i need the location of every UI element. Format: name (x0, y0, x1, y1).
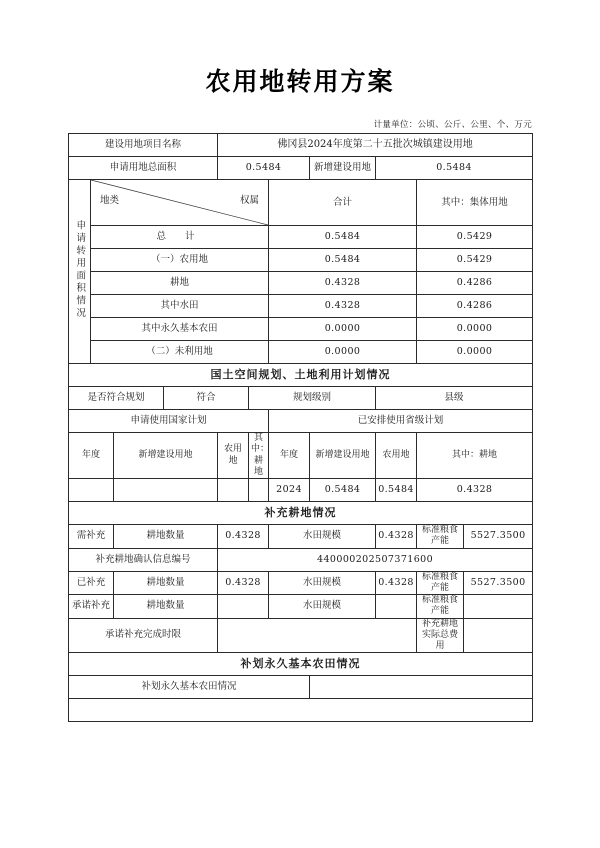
national-plan-label: 申请使用国家计划 (69, 410, 269, 433)
page-title: 农用地转用方案 (205, 67, 395, 96)
total-area-row (69, 157, 533, 180)
plan-value-newland-provincial[interactable]: 0.5484 (310, 479, 376, 502)
basic-farmland-value[interactable] (310, 676, 533, 699)
new-construction-label: 新增建设用地 (310, 157, 376, 180)
row-collective-value[interactable]: 0.5429 (417, 249, 533, 272)
plan-value-cultivated-national[interactable] (249, 479, 269, 502)
row-total-value[interactable]: 0.5484 (269, 249, 417, 272)
grain-capacity-label: 标准粮食产能 (417, 525, 464, 549)
plan-value-agri-national[interactable] (218, 479, 249, 502)
row-collective-value[interactable]: 0.4286 (417, 295, 533, 318)
basic-farmland-header-row (69, 653, 533, 676)
row-label: （一）农用地 (91, 249, 269, 272)
transfer-vertical-text: 申请转用面积情况 (74, 219, 86, 320)
plan-col-header-newland-national: 新增建设用地 (114, 433, 218, 479)
total-area-label: 申请用地总面积 (69, 157, 218, 180)
landtype-label: 地类 (100, 195, 120, 206)
transfer-row-agricultural (69, 249, 533, 272)
need-farmland-qty-value[interactable]: 0.4328 (218, 525, 269, 549)
plan-value-cultivated-provincial[interactable]: 0.4328 (417, 479, 533, 502)
ownership-label: 权属 (240, 195, 260, 206)
need-grain-capacity-value[interactable]: 5527.3500 (464, 525, 533, 549)
land-conversion-form (68, 133, 533, 722)
row-total-value[interactable]: 0.5484 (269, 226, 417, 249)
supplement-need-row (69, 525, 533, 549)
landtype-ownership-diagonal-cell (91, 180, 269, 226)
basic-farmland-row (69, 676, 533, 699)
plan-col-header-agri-national: 农用地 (218, 433, 249, 479)
promise-grain-capacity-value[interactable] (464, 595, 533, 619)
actual-cost-label: 补充耕地实际总费用 (417, 618, 464, 653)
planning-conformity-row (69, 387, 533, 410)
collective-column-header: 其中：集体用地 (417, 180, 533, 226)
supplement-deadline-row (69, 618, 533, 653)
farmland-qty-label: 耕地数量 (114, 571, 218, 595)
transfer-row-cultivated (69, 272, 533, 295)
plan-value-agri-provincial[interactable]: 0.5484 (376, 479, 417, 502)
plan-value-newland-national[interactable] (114, 479, 218, 502)
plan-columns-header-row (69, 433, 533, 479)
row-total-value[interactable]: 0.4328 (269, 295, 417, 318)
project-name-value[interactable]: 佛冈县2024年度第二十五批次城镇建设用地 (218, 134, 533, 157)
supplement-done-row (69, 571, 533, 595)
promise-supplement-label: 承诺补充 (69, 595, 114, 619)
paddy-scale-label: 水田规模 (269, 595, 376, 619)
total-area-value[interactable]: 0.5484 (218, 157, 310, 180)
row-label: 其中水田 (91, 295, 269, 318)
done-farmland-qty-value[interactable]: 0.4328 (218, 571, 269, 595)
planning-section-header: 国土空间规划、土地利用计划情况 (69, 364, 533, 387)
plan-source-row (69, 410, 533, 433)
paddy-scale-label: 水田规模 (269, 571, 376, 595)
plan-value-year-provincial[interactable]: 2024 (269, 479, 310, 502)
plan-col-header-year-national: 年度 (69, 433, 114, 479)
supplement-section-header: 补充耕地情况 (69, 502, 533, 525)
row-collective-value[interactable]: 0.0000 (417, 318, 533, 341)
confirm-id-value[interactable]: 440000202507371600 (218, 548, 533, 571)
transfer-row-total (69, 226, 533, 249)
total-column-header: 合计 (269, 180, 417, 226)
row-collective-value[interactable]: 0.5429 (417, 226, 533, 249)
transfer-row-paddy (69, 295, 533, 318)
plan-col-header-cultivated-national: 其中：耕地 (249, 433, 269, 479)
plan-col-header-newland-provincial: 新增建设用地 (310, 433, 376, 479)
project-name-label: 建设用地项目名称 (69, 134, 218, 157)
plan-col-header-cultivated-provincial: 其中：耕地 (417, 433, 533, 479)
paddy-scale-label: 水田规模 (269, 525, 376, 549)
plan-value-year-national[interactable] (69, 479, 114, 502)
plan-col-header-agri-provincial: 农用地 (376, 433, 417, 479)
done-supplement-label: 已补充 (69, 571, 114, 595)
need-supplement-label: 需补充 (69, 525, 114, 549)
row-collective-value[interactable]: 0.0000 (417, 341, 533, 364)
basic-farmland-label: 补划永久基本农田情况 (69, 676, 310, 699)
row-label: 其中永久基本农田 (91, 318, 269, 341)
project-name-row (69, 134, 533, 157)
farmland-qty-label: 耕地数量 (114, 595, 218, 619)
units-note: 计量单位：公顷、公斤、公里、个、万元 (373, 120, 532, 130)
row-total-value[interactable]: 0.4328 (269, 272, 417, 295)
conform-value[interactable]: 符合 (164, 387, 249, 410)
row-total-value[interactable]: 0.0000 (269, 318, 417, 341)
done-grain-capacity-value[interactable]: 5527.3500 (464, 571, 533, 595)
planning-level-label: 规划级别 (249, 387, 376, 410)
promise-paddy-scale-value[interactable] (376, 595, 417, 619)
grain-capacity-label: 标准粮食产能 (417, 571, 464, 595)
notes-row (69, 699, 533, 722)
plan-col-header-year-provincial: 年度 (269, 433, 310, 479)
supplement-confirm-id-row (69, 548, 533, 571)
farmland-qty-label: 耕地数量 (114, 525, 218, 549)
row-total-value[interactable]: 0.0000 (269, 341, 417, 364)
transfer-row-permanent-basic (69, 318, 533, 341)
planning-level-value[interactable]: 县级 (376, 387, 533, 410)
row-label: 总 计 (91, 226, 269, 249)
actual-cost-value[interactable] (464, 618, 533, 653)
confirm-id-label: 补充耕地确认信息编号 (69, 548, 218, 571)
transfer-header-row (69, 180, 533, 226)
provincial-plan-label: 已安排使用省级计划 (269, 410, 533, 433)
promise-farmland-qty-value[interactable] (218, 595, 269, 619)
grain-capacity-label: 标准粮食产能 (417, 595, 464, 619)
basic-farmland-section-header: 补划永久基本农田情况 (69, 653, 533, 676)
deadline-value[interactable] (218, 618, 417, 653)
supplement-section-header-row (69, 502, 533, 525)
plan-values-row (69, 479, 533, 502)
conform-label: 是否符合规划 (69, 387, 164, 410)
deadline-label: 承诺补充完成时限 (69, 618, 218, 653)
new-construction-value[interactable]: 0.5484 (376, 157, 533, 180)
row-label: （二）未利用地 (91, 341, 269, 364)
notes-area[interactable] (69, 699, 533, 722)
row-collective-value[interactable]: 0.4286 (417, 272, 533, 295)
done-paddy-scale-value[interactable]: 0.4328 (376, 571, 417, 595)
planning-section-header-row (69, 364, 533, 387)
transfer-row-unused (69, 341, 533, 364)
transfer-section-vertical-label (69, 180, 91, 364)
need-paddy-scale-value[interactable]: 0.4328 (376, 525, 417, 549)
supplement-promise-row (69, 595, 533, 619)
row-label: 耕地 (91, 272, 269, 295)
